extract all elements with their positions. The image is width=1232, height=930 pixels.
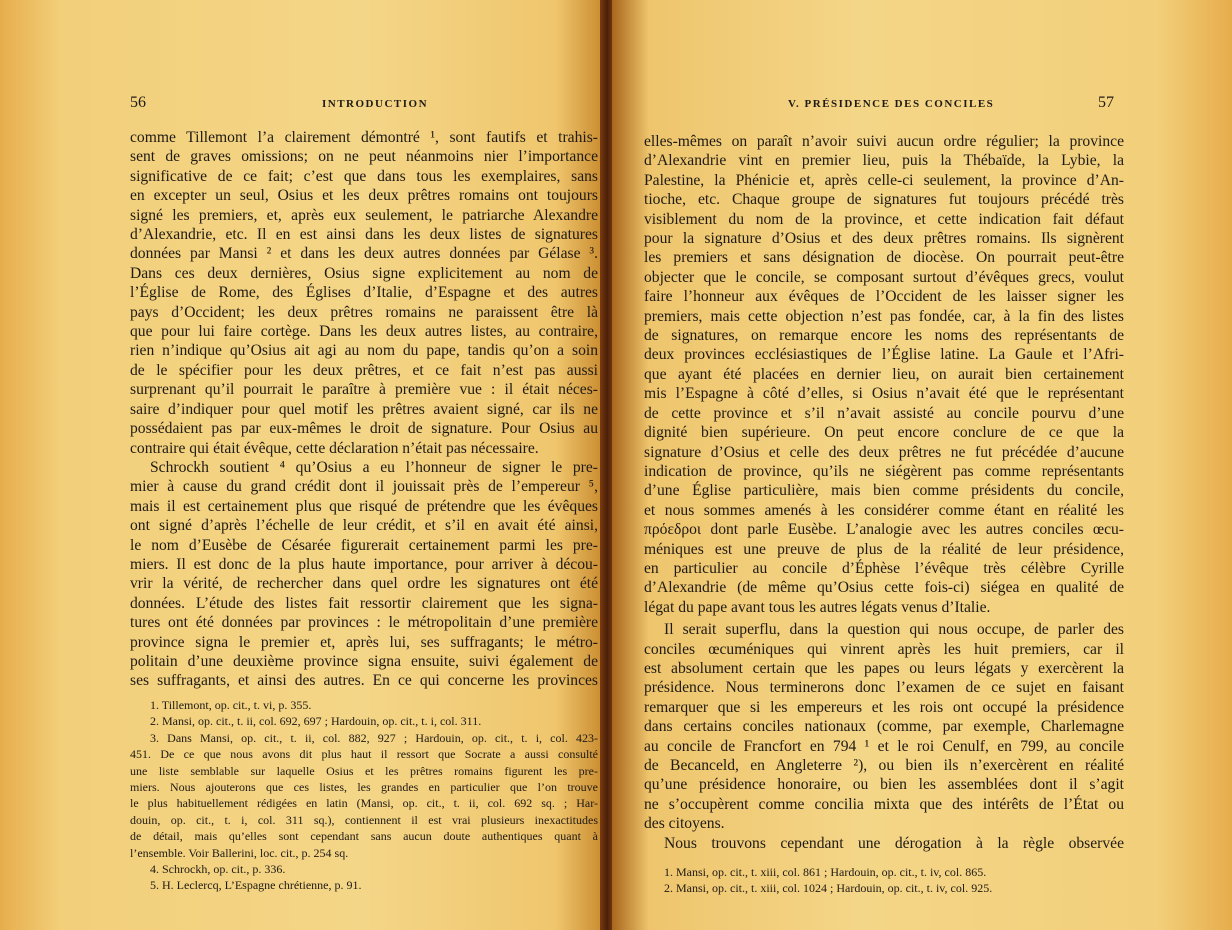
text-line: significative de ce fait; c’est que dans tous les exemplaires, sans <box>130 167 598 185</box>
text-line: ont signé d’après l’échelle de leur crédit, et s’il en avait été ainsi, <box>130 517 598 535</box>
text-line: miers. Il est donc de la plus haute importance, pour arriver à décou- <box>130 555 598 573</box>
text-line: l’Église de Rome, des Églises d’Italie, d’Espagne et des autres <box>130 284 598 302</box>
body-text <box>130 128 598 691</box>
text-line: mis l’Espagne à côté d’elles, si Osius n’avait été que le représentant <box>644 385 1124 403</box>
footnote-line: douin, op. cit., t. i, col. 311 sq.), contiennent il est vrai plusieurs inexactitudes <box>130 812 598 827</box>
footnote-line: 1. Mansi, op. cit., t. xiii, col. 861 ; Hardouin, op. cit., t. iv, col. 865. <box>664 865 987 879</box>
text-line: Nous trouvons cependant une dérogation à la règle observée <box>664 834 1124 852</box>
text-line: d’une Église particulière, mais bien comme présidents du concile, <box>644 482 1124 500</box>
text-line: saire d’indiquer pour quel motif les prêtres avaient signé, car ils ne <box>130 400 598 418</box>
text-line: sent de graves omissions; on ne peut néanmoins nier l’importance <box>130 148 598 166</box>
text-line: faire l’honneur aux évêques de l’Occident de les laisser signer les <box>644 288 1124 306</box>
right-page <box>612 0 1232 930</box>
text-line: signature d’Osius et celle des deux prêtres ne fut précédée d’aucune <box>644 443 1124 461</box>
text-line: comme Tillemont l’a clairement démontré ¹, sont fautifs et trahis- <box>130 129 598 146</box>
page-number: 56 <box>130 94 146 111</box>
text-line: d’Alexandrie (de même qu’Osius cette fois-ci) siégea en qualité de <box>644 579 1124 597</box>
text-line: présidence. Nous terminerons donc l’examen de ce sujet en faisant <box>644 679 1124 697</box>
text-line: les premiers et sans désignation de diocèse. On pourrait peut-être <box>644 249 1124 267</box>
text-line: contraire qui était évêque, cette déclaration n’était pas nécessaire. <box>130 439 539 457</box>
text-line: elles-mêmes on paraît n’avoir suivi aucun ordre régulier; la province <box>644 133 1124 150</box>
running-head: V. PRÉSIDENCE DES CONCILES <box>788 98 995 110</box>
text-line: pour la signature d’Osius et des deux prêtres romains. Ils signèrent <box>644 230 1124 248</box>
text-line: dignité bien supérieure. On peut encore conclure de ce que la <box>644 424 1124 442</box>
text-line: de signatures, on remarque encore les noms des représentants de <box>644 327 1124 345</box>
text-line: possédaient pas par eux-mêmes le droit de signature. Pour Osius au <box>130 420 598 438</box>
text-line: tioche, etc. Chaque groupe de signatures fut toujours précédé très <box>644 191 1124 209</box>
text-line: premiers, mais cette objection n’est pas fondée, car, à la fin des listes <box>644 307 1124 325</box>
text-line: Schrockh soutient ⁴ qu’Osius a eu l’honneur de signer le pre- <box>150 458 598 476</box>
text-line: d’Alexandrie, etc. Il en est ainsi dans les deux listes de signatures <box>130 226 598 244</box>
footnotes <box>130 697 598 894</box>
text-line: πρόεδροι dont parle Eusèbe. L’analogie avec les autres conciles œcu- <box>644 521 1124 539</box>
text-line: pays d’Occident; les deux prêtres romains ne paraissent être là <box>130 303 598 321</box>
footnote-line: l’ensemble. Voir Ballerini, loc. cit., p. 254 sq. <box>130 845 349 860</box>
text-line: de cette province et s’il n’avait assisté au concile pourvu d’une <box>644 404 1124 422</box>
text-line: et nous sommes amenés à les considérer comme étant en réalité les <box>644 501 1124 519</box>
text-line: politain d’une deuxième province signa ensuite, suivi également de <box>130 652 598 670</box>
text-line: signé les premiers, et, après eux seulement, le patriarche Alexandre <box>130 206 598 224</box>
text-line: surprenant qu’il pourrait le paraître à première vue : il était néces- <box>130 381 598 399</box>
footnote-line: 1. Tillemont, op. cit., t. vi, p. 355. <box>150 698 312 712</box>
text-line: rien n’indique qu’Osius ait agi au nom du pape, tandis qu’on a soin <box>130 342 598 360</box>
text-line: tures ont été données par provinces : le métropolitain d’une première <box>130 614 598 632</box>
text-line: province signa le premier et, après lui, ses suffragants; le métro- <box>130 633 598 651</box>
text-line: Dans ces deux dernières, Osius signe explicitement au nom de <box>130 264 598 282</box>
text-line: objecter que le concile, se composant surtout d’évêques grecs, voulut <box>644 268 1124 286</box>
text-line: en excepter un seul, Osius et les deux prêtres romains ont toujours <box>130 187 598 205</box>
text-line: visiblement du nom de la province, et cette indication fait défaut <box>644 210 1124 228</box>
text-line: est absolument certain que les papes ou leurs légats y exercèrent la <box>644 659 1124 677</box>
text-line: au concile de Francfort en 794 ¹ et le roi Cenulf, en 799, au concile <box>644 737 1124 755</box>
footnote-line: de détail, mais qu’elles sont cependant sans aucun doute authentiques quant à <box>130 829 598 844</box>
text-line: des citoyens. <box>644 815 725 833</box>
text-line: dans certains conciles nationaux (comme, par exemple, Charlemagne <box>644 718 1124 736</box>
text-line: mier à cause du grand crédit dont il jouissait près de l’empereur ⁵, <box>130 478 598 496</box>
text-line: ne s’occupèrent comme concilia mixta que des intérêts de l’État ou <box>644 795 1124 813</box>
text-line: mais il est certainement plus que risqué de prétendre que les évêques <box>130 497 598 515</box>
text-line: méniques est une preuve de plus de la réalité de leur présidence, <box>644 540 1124 558</box>
text-line: données par Mansi ² et dans les deux autres données par Gélase ³. <box>130 245 598 263</box>
footnote-line: miers. Nous ajouterons que ces listes, les grandes en particulier que l’on trouve <box>130 780 598 795</box>
text-line: de le spécifier pour les deux prêtres, et ce fait n’est pas aussi <box>130 361 598 379</box>
running-head: INTRODUCTION <box>322 98 429 110</box>
text-line: qu’une présidence honoraire, ou bien les assemblées dont il s’agit <box>644 776 1124 794</box>
text-line: d’Alexandrie vint en premier lieu, puis la Thébaïde, la Lybie, la <box>644 152 1124 170</box>
footnote-line: 4. Schrockh, op. cit., p. 336. <box>150 862 286 877</box>
text-line: vrir la vérité, de rechercher dans quel ordre les signatures ont été <box>130 575 598 593</box>
text-line: conciles œcuméniques qui vinrent après les huit premiers, car il <box>644 640 1124 658</box>
footnote-line: 5. H. Leclercq, L’Espagne chrétienne, p. 91. <box>150 878 362 893</box>
text-line: le nom d’Eusèbe de Césarée figurerait certainement parmi les pre- <box>130 536 598 554</box>
footnote-line: 2. Mansi, op. cit., t. xiii, col. 1024 ; Hardouin, op. cit., t. iv, col. 925. <box>664 881 993 896</box>
footnote-line: 3. Dans Mansi, op. cit., t. ii, col. 882, 927 ; Hardouin, op. cit., t. i, col. 423- <box>150 730 598 745</box>
page-number: 57 <box>1098 94 1114 111</box>
footnote-line: le plus habituellement rédigées en latin (Mansi, op. cit., t. ii, col. 692 sq. ; Har- <box>130 796 598 811</box>
text-line: deux provinces ecclésiastiques de l’Église latine. La Gaule et l’Afri- <box>644 346 1124 364</box>
text-line: ses suffragants, et ainsi des autres. En ce qui concerne les provinces <box>130 672 598 690</box>
footnote-line: 451. De ce que nous avons dit plus haut il ressort que Socrate a aussi consulté <box>130 747 598 762</box>
text-line: en particulier au concile d’Éphèse l’évêque très célèbre Cyrille <box>644 559 1124 577</box>
footnote-line: 2. Mansi, op. cit., t. ii, col. 692, 697 ; Hardouin, op. cit., t. i, col. 311. <box>150 714 482 729</box>
text-line: que ayant été placées en dernier lieu, on aurait bien certainement <box>644 365 1124 383</box>
text-line: données. L’étude des listes fait ressortir clairement que les signa- <box>130 594 598 612</box>
text-line: de Becanceld, en Angleterre ²), ou bien ils n’exercèrent en réalité <box>644 757 1124 774</box>
body-text <box>644 132 1124 853</box>
text-line: indication de province, qu’ils ne siégèrent pas comme représentants <box>644 462 1124 480</box>
footnotes <box>644 864 1124 897</box>
left-page <box>0 0 604 930</box>
text-line: Il serait superflu, dans la question qui nous occupe, de parler des <box>664 621 1124 639</box>
text-line: Palestine, la Phénicie et, après celle-ci seulement, la province d’An- <box>644 171 1124 189</box>
footnote-line: une liste semblable sur laquelle Osius et les prêtres romains figurent les pre- <box>130 763 598 778</box>
text-line: que pour lui faire cortège. Dans les deux autres listes, au contraire, <box>130 323 598 341</box>
text-line: légat du pape avant tous les autres légats venus d’Italie. <box>644 598 991 616</box>
text-line: remarquer que si les empereurs et les rois ont occupé la présidence <box>644 698 1124 716</box>
